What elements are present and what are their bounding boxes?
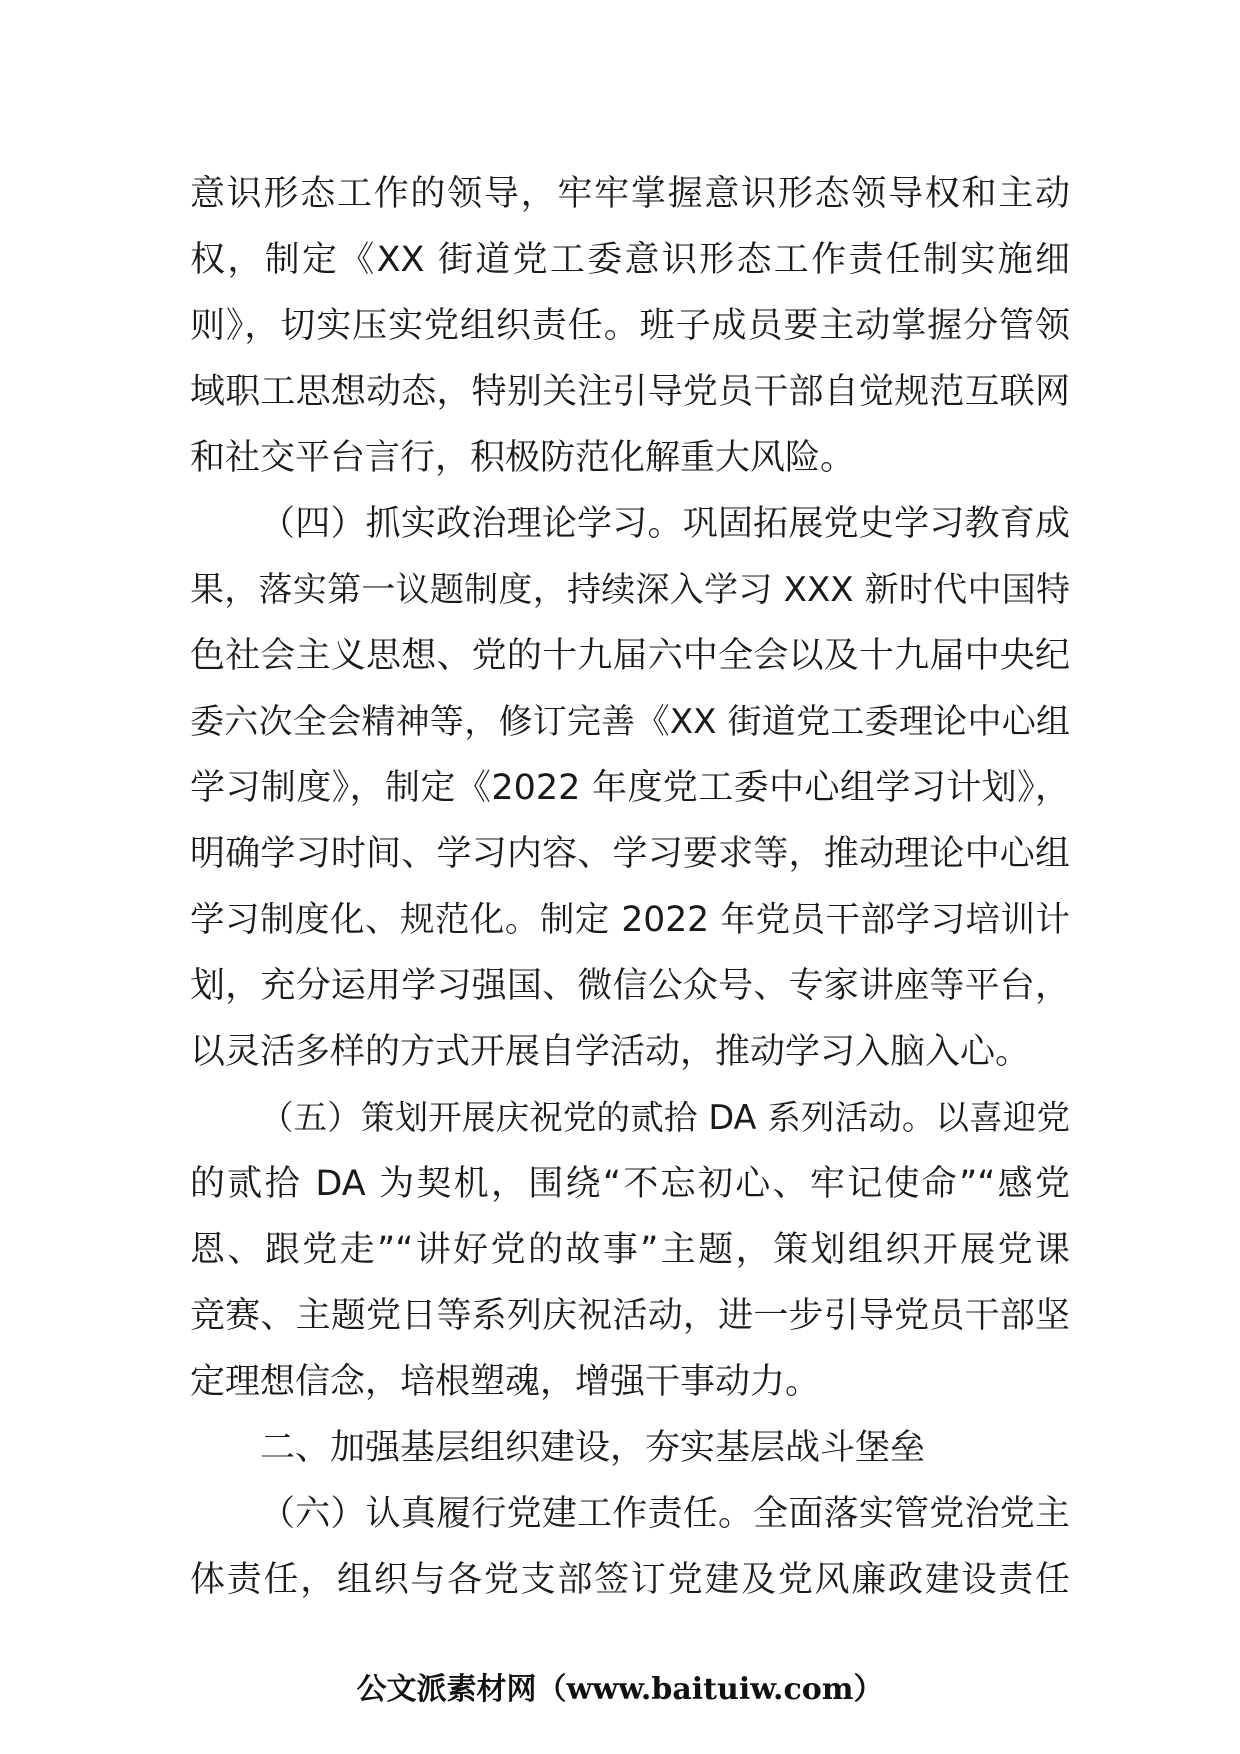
text-line: 意识形态工作的领导，牢牢掌握意识形态领导权和主动 — [190, 174, 1070, 214]
text-line: 定理想信念，培根塑魂，增强干事动力。 — [190, 1362, 821, 1402]
text-line: 的贰拾 DA 为契机，围绕“不忘初心、牢记使命”“感党 — [190, 1164, 1070, 1204]
text-line: 域职工思想动态，特别关注引导党员干部自觉规范互联网 — [190, 372, 1070, 412]
text-line: 学习制度化、规范化。制定 2022 年党员干部学习培训计 — [190, 900, 1070, 940]
text-line: 学习制度》，制定《2022 年度党工委中心组学习计划》， — [190, 768, 1070, 808]
paragraph-heading-4: （四）抓实政治理论学习。巩固拓展党史学习教育成 — [260, 504, 1070, 544]
text-line: 体责任，组织与各党支部签订党建及党风廉政建设责任 — [190, 1560, 1070, 1600]
text-line: 果，落实第一议题制度，持续深入学习 XXX 新时代中国特 — [190, 570, 1070, 610]
text-line: 明确学习时间、学习内容、学习要求等，推动理论中心组 — [190, 834, 1070, 874]
paragraph-heading-6: （六）认真履行党建工作责任。全面落实管党治党主 — [260, 1494, 1070, 1534]
text-line: 则》，切实压实党组织责任。班子成员要主动掌握分管领 — [190, 306, 1070, 346]
section-heading-2: 二、加强基层组织建设，夯实基层战斗堡垒 — [260, 1428, 926, 1468]
paragraph-heading-5: （五）策划开展庆祝党的贰拾 DA 系列活动。以喜迎党 — [260, 1098, 1070, 1137]
text-line: 划，充分运用学习强国、微信公众号、专家讲座等平台， — [190, 966, 1070, 1006]
text-line: 以灵活多样的方式开展自学活动，推动学习入脑入心。 — [190, 1032, 1031, 1072]
text-line: 恩、跟党走”“讲好党的故事”主题，策划组织开展党课 — [190, 1230, 1070, 1270]
text-line: 竞赛、主题党日等系列庆祝活动，进一步引导党员干部坚 — [190, 1296, 1070, 1336]
text-line: 权，制定《XX 街道党工委意识形态工作责任制实施细 — [190, 240, 1070, 280]
text-line: 和社交平台言行，积极防范化解重大风险。 — [190, 438, 856, 478]
footer-watermark: 公文派素材网（www.baituiw.com） — [356, 1672, 884, 1707]
text-line: 色社会主义思想、党的十九届六中全会以及十九届中央纪 — [190, 636, 1070, 676]
text-line: 委六次全会精神等，修订完善《XX 街道党工委理论中心组 — [190, 702, 1070, 742]
